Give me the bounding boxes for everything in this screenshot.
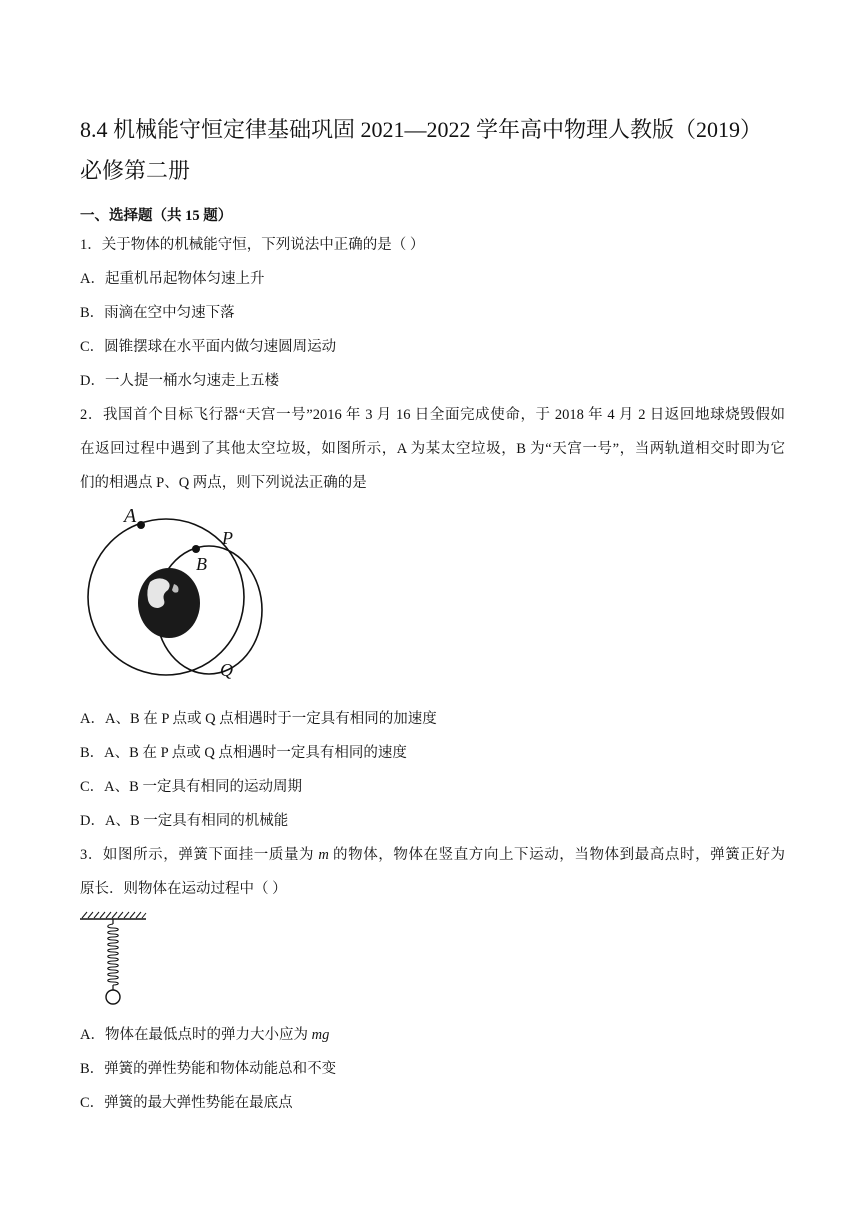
question-1-option-d: D．一人提一桶水匀速走上五楼 [80,373,279,389]
point-b-dot [192,545,200,553]
section-heading: 一、选择题（共 15 题） [80,208,233,224]
question-2-stem-line-3: 们的相遇点 P、Q 两点，则下列说法正确的是 [80,475,367,491]
question-3-stem-line-1: 3．如图所示，弹簧下面挂一质量为 m 的物体，物体在竖直方向上下运动，当物体到最高点时，弹簧正好为 [80,847,785,863]
question-1-stem: 1．关于物体的机械能守恒，下列说法中正确的是（ ） [80,237,425,253]
question-1-option-a: A．起重机吊起物体匀速上升 [80,271,265,287]
label-q: Q [220,660,233,680]
earth [138,568,200,638]
page-title-line-2: 必修第二册 [80,158,191,183]
ceiling-hatching [82,912,146,918]
question-3-option-a: A．物体在最低点时的弹力大小应为 mg [80,1027,330,1043]
question-2-option-c: C．A、B 一定具有相同的运动周期 [80,779,302,795]
question-2-stem-line-1: 2．我国首个目标飞行器“天宫一号”2016 年 3 月 16 日全面完成使命，于 2018 年 4 月 2 日返回地球烧毁假如 [80,407,785,423]
question-3-option-c: C．弹簧的最大弹性势能在最底点 [80,1095,293,1111]
label-b: B [196,554,207,574]
mass-ball [106,990,120,1004]
question-1-option-b: B．雨滴在空中匀速下落 [80,305,235,321]
orbit-diagram [84,500,269,685]
question-2-stem-line-2: 在返回过程中遇到了其他太空垃圾，如图所示，A 为某太空垃圾，B 为“天宫一号”，当两轨道相交时即为它 [80,441,785,457]
question-2-option-b: B．A、B 在 P 点或 Q 点相遇时一定具有相同的速度 [80,745,407,761]
question-3-option-b: B．弹簧的弹性势能和物体动能总和不变 [80,1061,337,1077]
spring [108,924,119,985]
label-p: P [222,528,233,548]
spring-diagram [76,910,152,1010]
question-2-option-d: D．A、B 一定具有相同的机械能 [80,813,289,829]
point-a-dot [137,521,145,529]
page-title-line-1: 8.4 机械能守恒定律基础巩固 2021—2022 学年高中物理人教版（2019） [80,117,763,142]
question-2-option-a: A．A、B 在 P 点或 Q 点相遇时于一定具有相同的加速度 [80,711,437,727]
question-1-option-c: C．圆锥摆球在水平面内做匀速圆周运动 [80,339,337,355]
label-a: A [124,505,137,527]
question-3-stem-line-2: 原长．则物体在运动过程中（ ） [80,881,287,897]
